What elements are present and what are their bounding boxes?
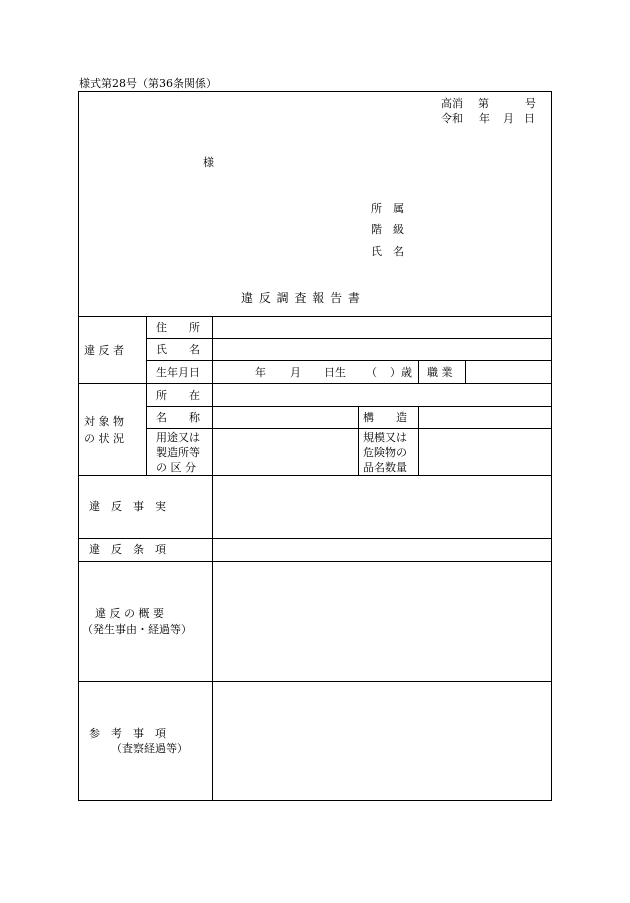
structure-label: 構 造: [363, 411, 407, 424]
summary-label-1: 違 反 の 概 要: [95, 607, 164, 620]
location-field[interactable]: [214, 385, 550, 405]
rule: [418, 360, 419, 383]
birth-month-label: 月: [290, 366, 301, 379]
reporter-name-field[interactable]: [415, 243, 545, 258]
affiliation-label: 所 属: [371, 202, 404, 215]
number-label: 第: [478, 97, 489, 110]
rule: [212, 316, 213, 801]
issue-suffix: 号: [525, 97, 536, 110]
date-month-label: 月: [503, 112, 514, 125]
rule: [358, 406, 359, 475]
document-title: 違 反 調 査 報 告 書: [241, 291, 361, 305]
issue-number-field[interactable]: [492, 96, 522, 110]
rule: [78, 681, 552, 682]
job-label: 職 業: [427, 366, 453, 379]
violator-address-label: 住 所: [156, 321, 200, 334]
rule: [146, 338, 552, 339]
reference-label-1: 参 考 事 項: [89, 727, 166, 740]
clauses-field[interactable]: [214, 540, 550, 560]
facility-name-label: 名 称: [156, 411, 200, 424]
summary-field[interactable]: [214, 563, 550, 680]
scale-label-3: 品名数量: [363, 461, 407, 474]
reference-label-2: （査察経過等）: [111, 742, 188, 755]
violator-name-field[interactable]: [214, 340, 550, 359]
facts-field[interactable]: [214, 477, 550, 537]
scale-label-1: 規模又は: [363, 431, 407, 444]
violator-birth-field[interactable]: [214, 362, 416, 381]
age-open: （: [366, 366, 377, 379]
job-field[interactable]: [467, 362, 550, 381]
rule: [146, 428, 552, 429]
use-field[interactable]: [214, 430, 356, 474]
use-label-1: 用途又は: [156, 431, 200, 444]
rule: [78, 383, 552, 384]
date-year-field[interactable]: [466, 111, 478, 125]
rule: [146, 406, 552, 407]
affiliation-field[interactable]: [415, 200, 545, 215]
rule: [146, 360, 552, 361]
rule: [78, 538, 552, 539]
reference-field[interactable]: [214, 683, 550, 799]
location-label: 所 在: [156, 389, 200, 402]
date-month-field[interactable]: [490, 111, 502, 125]
violator-birth-label: 生年月日: [156, 366, 200, 379]
use-label-2: 製造所等: [156, 446, 200, 459]
office-code: 高消: [441, 97, 463, 110]
scale-field[interactable]: [420, 430, 550, 474]
violator-address-field[interactable]: [214, 318, 550, 337]
rule: [465, 360, 466, 383]
target-group-label-2: の 状 況: [84, 432, 124, 445]
target-group-label-1: 対 象 物: [84, 415, 124, 428]
addressee-suffix: 様: [203, 156, 214, 169]
structure-field[interactable]: [420, 408, 550, 427]
use-label-3: の 区 分: [156, 461, 196, 474]
era-label: 令和: [441, 112, 463, 125]
rank-label: 階 級: [371, 223, 404, 236]
summary-label-2: （発生事由・経過等）: [82, 623, 192, 636]
rank-field[interactable]: [415, 221, 545, 236]
form-number: 様式第28号（第36条関係）: [79, 77, 217, 90]
birth-year-label: 年: [255, 366, 266, 379]
facts-label: 違 反 事 実: [89, 500, 166, 513]
date-day-label: 日: [524, 112, 535, 125]
clauses-label: 違 反 条 項: [89, 543, 166, 556]
facility-name-field[interactable]: [214, 408, 356, 427]
rule: [78, 316, 552, 317]
addressee-field[interactable]: [90, 154, 195, 170]
scale-label-2: 危険物の: [363, 446, 407, 459]
rule: [78, 561, 552, 562]
violator-group-label: 違 反 者: [84, 344, 124, 357]
date-year-label: 年: [479, 112, 490, 125]
age-close: ）歳: [390, 366, 412, 379]
reporter-name-label: 氏 名: [371, 245, 404, 258]
birth-day-label: 日生: [324, 366, 346, 379]
violator-name-label: 氏 名: [156, 343, 200, 356]
rule: [418, 406, 419, 475]
rule: [146, 316, 147, 475]
rule: [78, 475, 552, 476]
